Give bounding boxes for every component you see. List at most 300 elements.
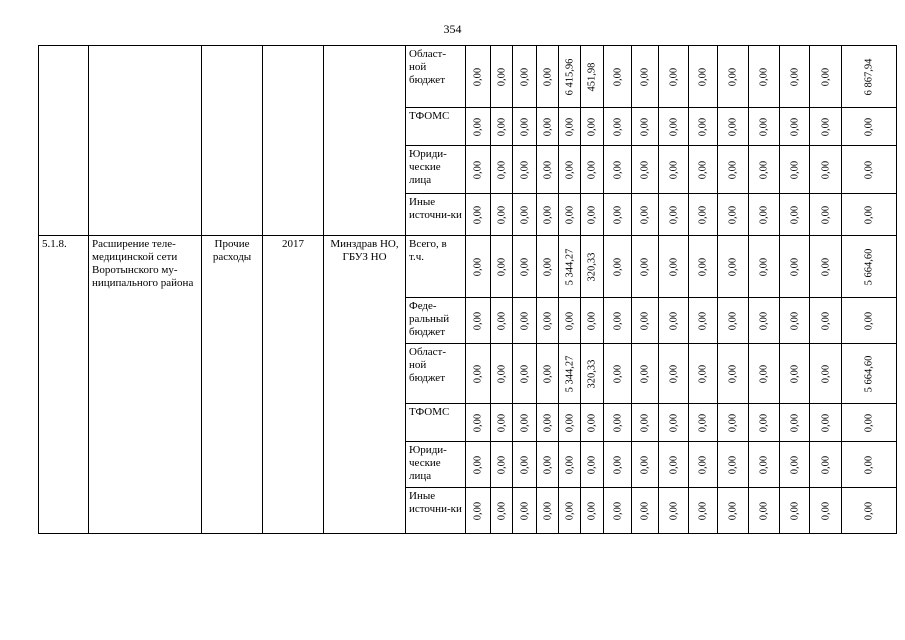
amount-cell [749, 46, 780, 108]
amount-value: 0,00 [820, 311, 831, 330]
amount-value: 0,00 [472, 501, 484, 520]
amount-value: 0,00 [758, 160, 770, 179]
amount-cell [689, 236, 718, 298]
amount-value: 0,00 [668, 117, 679, 136]
amount-cell [718, 46, 749, 108]
amount-cell [604, 404, 632, 442]
amount-value: 0,00 [727, 413, 739, 432]
amount-value: 0,00 [542, 364, 553, 383]
amount-cell [718, 488, 749, 534]
amount-cell [559, 108, 581, 146]
amount-value: 0,00 [496, 455, 507, 474]
amount-value: 0,00 [668, 311, 679, 330]
amount-cell [466, 442, 491, 488]
amount-cell [581, 344, 604, 404]
amount-value: 0,00 [668, 160, 679, 179]
amount-value: 0,00 [639, 455, 651, 474]
amount-cell [604, 298, 632, 344]
amount-cell [604, 146, 632, 194]
amount-cell [632, 194, 659, 236]
amount-cell [810, 236, 842, 298]
amount-value: 5 664,60 [863, 355, 875, 392]
amount-cell [749, 194, 780, 236]
amount-value: 0,00 [542, 455, 553, 474]
amount-value: 451,98 [586, 62, 598, 91]
amount-value: 0,00 [519, 311, 530, 330]
amount-cell [632, 298, 659, 344]
amount-cell [513, 146, 537, 194]
amount-value: 0,00 [472, 205, 484, 224]
amount-value: 0,00 [820, 413, 831, 432]
amount-value: 0,00 [789, 501, 800, 520]
amount-value: 0,00 [668, 413, 679, 432]
amount-value: 0,00 [697, 413, 709, 432]
amount-value: 6 867,94 [863, 58, 875, 95]
amount-value: 0,00 [697, 160, 709, 179]
amount-cell [718, 404, 749, 442]
amount-cell [537, 404, 559, 442]
amount-cell [632, 146, 659, 194]
amount-value: 0,00 [697, 501, 709, 520]
expense-type: Прочие расходы [202, 236, 263, 534]
amount-value: 0,00 [519, 160, 530, 179]
amount-value: 0,00 [697, 67, 709, 86]
amount-value: 0,00 [519, 117, 530, 136]
amount-value: 0,00 [697, 257, 709, 276]
funding-source: ТФОМС [406, 404, 466, 442]
amount-value: 0,00 [472, 364, 484, 383]
amount-cell [632, 344, 659, 404]
amount-value: 0,00 [564, 205, 575, 224]
amount-cell [749, 488, 780, 534]
amount-cell [466, 108, 491, 146]
amount-value: 0,00 [586, 455, 598, 474]
amount-cell [537, 298, 559, 344]
amount-value: 0,00 [758, 413, 770, 432]
amount-value: 0,00 [789, 67, 800, 86]
amount-value: 0,00 [472, 455, 484, 474]
amount-cell [689, 108, 718, 146]
amount-cell [842, 488, 897, 534]
amount-cell [466, 146, 491, 194]
amount-cell [689, 298, 718, 344]
amount-value: 0,00 [727, 117, 739, 136]
amount-cell [513, 46, 537, 108]
amount-cell [659, 488, 689, 534]
item-executor [324, 46, 406, 236]
amount-value: 0,00 [542, 257, 553, 276]
amount-value: 0,00 [496, 501, 507, 520]
amount-value: 0,00 [542, 117, 553, 136]
funding-source: Иные источни-ки [406, 488, 466, 534]
amount-value: 0,00 [586, 117, 598, 136]
amount-cell [537, 108, 559, 146]
amount-value: 0,00 [496, 117, 507, 136]
amount-value: 0,00 [542, 205, 553, 224]
amount-cell [659, 442, 689, 488]
amount-cell [842, 108, 897, 146]
amount-value: 0,00 [639, 311, 651, 330]
amount-cell [810, 108, 842, 146]
amount-value: 0,00 [668, 205, 679, 224]
amount-value: 0,00 [820, 205, 831, 224]
amount-cell [466, 194, 491, 236]
amount-value: 0,00 [758, 455, 770, 474]
amount-cell [659, 236, 689, 298]
amount-cell [581, 236, 604, 298]
amount-value: 0,00 [758, 205, 770, 224]
amount-value: 0,00 [472, 117, 484, 136]
amount-cell [632, 488, 659, 534]
amount-value: 0,00 [789, 455, 800, 474]
amount-cell [810, 344, 842, 404]
amount-value: 0,00 [564, 455, 575, 474]
funding-source: Юриди-ческие лица [406, 442, 466, 488]
amount-value: 0,00 [542, 413, 553, 432]
amount-cell [749, 404, 780, 442]
amount-cell [604, 442, 632, 488]
amount-cell [537, 236, 559, 298]
amount-cell [659, 46, 689, 108]
amount-cell [718, 108, 749, 146]
amount-cell [466, 46, 491, 108]
amount-value: 0,00 [863, 501, 875, 520]
amount-value: 0,00 [519, 413, 530, 432]
amount-value: 0,00 [542, 311, 553, 330]
amount-value: 0,00 [472, 160, 484, 179]
amount-cell [513, 236, 537, 298]
amount-cell [718, 236, 749, 298]
amount-cell [604, 194, 632, 236]
amount-cell [559, 146, 581, 194]
amount-value: 0,00 [612, 160, 623, 179]
amount-cell [466, 488, 491, 534]
amount-value: 0,00 [472, 413, 484, 432]
amount-cell [780, 442, 810, 488]
amount-cell [810, 442, 842, 488]
amount-value: 0,00 [639, 501, 651, 520]
page-number: 354 [443, 22, 462, 36]
item-year: 2017 [263, 236, 324, 534]
amount-cell [466, 344, 491, 404]
amount-value: 0,00 [863, 160, 875, 179]
amount-value: 0,00 [542, 160, 553, 179]
amount-cell [749, 108, 780, 146]
amount-cell [559, 442, 581, 488]
amount-value: 0,00 [697, 311, 709, 330]
amount-cell [559, 194, 581, 236]
amount-cell [513, 442, 537, 488]
amount-value: 0,00 [820, 257, 831, 276]
amount-value: 0,00 [612, 205, 623, 224]
amount-value: 0,00 [820, 501, 831, 520]
amount-value: 0,00 [789, 364, 800, 383]
amount-cell [842, 344, 897, 404]
amount-value: 0,00 [727, 67, 739, 86]
amount-cell [659, 298, 689, 344]
amount-value: 0,00 [668, 364, 679, 383]
item-name: Расширение теле-медицинской сети Воротынского му-ниципального района [89, 236, 202, 534]
amount-cell [810, 146, 842, 194]
amount-value: 320,33 [586, 252, 598, 281]
amount-cell [466, 236, 491, 298]
amount-value: 0,00 [639, 67, 651, 86]
amount-value: 0,00 [697, 205, 709, 224]
amount-cell [537, 488, 559, 534]
amount-cell [513, 488, 537, 534]
amount-value: 0,00 [820, 364, 831, 383]
amount-value: 0,00 [668, 455, 679, 474]
amount-cell [659, 344, 689, 404]
amount-cell [842, 298, 897, 344]
amount-value: 0,00 [789, 117, 800, 136]
amount-value: 0,00 [697, 455, 709, 474]
amount-value: 0,00 [727, 160, 739, 179]
amount-cell [780, 108, 810, 146]
amount-cell [749, 298, 780, 344]
amount-cell [581, 46, 604, 108]
amount-cell [581, 488, 604, 534]
amount-value: 0,00 [863, 413, 875, 432]
item-year [263, 46, 324, 236]
amount-cell [604, 108, 632, 146]
funding-source: Иные источни-ки [406, 194, 466, 236]
amount-value: 0,00 [639, 117, 651, 136]
funding-source: Юриди-ческие лица [406, 146, 466, 194]
amount-cell [689, 488, 718, 534]
amount-cell [491, 442, 513, 488]
amount-value: 0,00 [727, 501, 739, 520]
amount-cell [718, 298, 749, 344]
amount-cell [513, 404, 537, 442]
amount-value: 0,00 [612, 117, 623, 136]
amount-value: 0,00 [697, 117, 709, 136]
amount-cell [491, 236, 513, 298]
amount-cell [659, 404, 689, 442]
amount-cell [842, 146, 897, 194]
amount-cell [604, 46, 632, 108]
amount-cell [491, 194, 513, 236]
amount-value: 0,00 [758, 117, 770, 136]
budget-table [38, 45, 897, 534]
amount-value: 0,00 [612, 67, 623, 86]
amount-cell [718, 442, 749, 488]
amount-value: 0,00 [496, 364, 507, 383]
amount-value: 0,00 [612, 364, 623, 383]
item-number: 5.1.8. [39, 236, 89, 534]
amount-cell [559, 488, 581, 534]
amount-value: 0,00 [496, 205, 507, 224]
amount-value: 0,00 [472, 311, 484, 330]
amount-cell [537, 46, 559, 108]
amount-cell [780, 46, 810, 108]
amount-value: 0,00 [586, 501, 598, 520]
amount-cell [513, 344, 537, 404]
amount-value: 0,00 [519, 257, 530, 276]
amount-cell [810, 194, 842, 236]
item-name [89, 46, 202, 236]
amount-value: 0,00 [612, 413, 623, 432]
amount-value: 0,00 [496, 413, 507, 432]
amount-value: 0,00 [586, 160, 598, 179]
amount-cell [581, 194, 604, 236]
amount-cell [581, 404, 604, 442]
amount-value: 0,00 [542, 67, 553, 86]
amount-cell [842, 236, 897, 298]
funding-source: Област-ной бюджет [406, 344, 466, 404]
amount-value: 0,00 [612, 257, 623, 276]
amount-cell [842, 46, 897, 108]
funding-source: Област-ной бюджет [406, 46, 466, 108]
amount-value: 0,00 [564, 413, 575, 432]
amount-cell [632, 46, 659, 108]
amount-cell [659, 108, 689, 146]
amount-cell [689, 194, 718, 236]
amount-value: 0,00 [639, 413, 651, 432]
amount-cell [537, 194, 559, 236]
amount-value: 0,00 [496, 311, 507, 330]
amount-cell [491, 146, 513, 194]
amount-cell [749, 146, 780, 194]
amount-value: 5 664,60 [863, 248, 875, 285]
amount-value: 0,00 [519, 455, 530, 474]
amount-value: 0,00 [496, 67, 507, 86]
amount-value: 0,00 [668, 257, 679, 276]
amount-value: 0,00 [496, 160, 507, 179]
amount-cell [780, 404, 810, 442]
amount-cell [559, 298, 581, 344]
amount-value: 0,00 [472, 257, 484, 276]
amount-value: 0,00 [820, 160, 831, 179]
amount-value: 5 344,27 [564, 248, 575, 285]
amount-value: 0,00 [863, 311, 875, 330]
amount-value: 0,00 [668, 501, 679, 520]
amount-cell [842, 442, 897, 488]
amount-value: 0,00 [789, 413, 800, 432]
amount-cell [749, 344, 780, 404]
amount-cell [718, 146, 749, 194]
amount-value: 5 344,27 [564, 355, 575, 392]
amount-value: 0,00 [820, 117, 831, 136]
table-body [39, 46, 897, 534]
amount-cell [632, 108, 659, 146]
amount-cell [810, 488, 842, 534]
amount-value: 0,00 [639, 364, 651, 383]
amount-cell [559, 404, 581, 442]
amount-value: 0,00 [496, 257, 507, 276]
amount-cell [810, 404, 842, 442]
amount-value: 0,00 [639, 205, 651, 224]
amount-cell [604, 344, 632, 404]
amount-cell [466, 404, 491, 442]
amount-value: 0,00 [727, 364, 739, 383]
amount-value: 0,00 [564, 117, 575, 136]
amount-value: 0,00 [612, 311, 623, 330]
amount-value: 0,00 [639, 160, 651, 179]
amount-cell [632, 404, 659, 442]
amount-value: 0,00 [727, 257, 739, 276]
amount-value: 0,00 [727, 311, 739, 330]
amount-cell [689, 404, 718, 442]
amount-value: 0,00 [789, 257, 800, 276]
amount-value: 0,00 [564, 160, 575, 179]
amount-cell [491, 298, 513, 344]
amount-value: 0,00 [727, 455, 739, 474]
amount-value: 6 415,96 [564, 58, 575, 95]
amount-cell [513, 194, 537, 236]
amount-value: 0,00 [586, 413, 598, 432]
amount-cell [749, 442, 780, 488]
amount-value: 0,00 [758, 67, 770, 86]
amount-value: 0,00 [820, 455, 831, 474]
amount-cell [659, 146, 689, 194]
amount-cell [491, 46, 513, 108]
amount-cell [491, 344, 513, 404]
amount-cell [491, 404, 513, 442]
amount-value: 0,00 [519, 501, 530, 520]
amount-cell [842, 404, 897, 442]
item-executor: Минздрав НО, ГБУЗ НО [324, 236, 406, 534]
amount-cell [513, 298, 537, 344]
amount-cell [689, 146, 718, 194]
amount-value: 0,00 [789, 311, 800, 330]
amount-cell [491, 488, 513, 534]
amount-value: 0,00 [758, 364, 770, 383]
amount-value: 0,00 [564, 311, 575, 330]
amount-value: 0,00 [586, 311, 598, 330]
amount-cell [810, 46, 842, 108]
amount-value: 0,00 [612, 501, 623, 520]
expense-type [202, 46, 263, 236]
amount-cell [559, 344, 581, 404]
amount-cell [581, 298, 604, 344]
amount-cell [659, 194, 689, 236]
amount-value: 0,00 [820, 67, 831, 86]
amount-cell [581, 108, 604, 146]
amount-cell [604, 488, 632, 534]
amount-cell [537, 146, 559, 194]
amount-cell [513, 108, 537, 146]
amount-value: 0,00 [519, 67, 530, 86]
amount-cell [537, 344, 559, 404]
amount-cell [689, 344, 718, 404]
amount-cell [604, 236, 632, 298]
amount-value: 0,00 [758, 257, 770, 276]
table-row [39, 46, 897, 108]
amount-cell [581, 442, 604, 488]
amount-value: 0,00 [863, 117, 875, 136]
amount-value: 0,00 [758, 311, 770, 330]
amount-cell [632, 236, 659, 298]
amount-value: 320,33 [586, 359, 598, 388]
amount-value: 0,00 [758, 501, 770, 520]
amount-value: 0,00 [542, 501, 553, 520]
amount-cell [581, 146, 604, 194]
amount-value: 0,00 [789, 160, 800, 179]
amount-cell [780, 194, 810, 236]
amount-cell [780, 146, 810, 194]
amount-cell [689, 46, 718, 108]
amount-cell [718, 344, 749, 404]
amount-cell [491, 108, 513, 146]
amount-cell [780, 344, 810, 404]
amount-cell [810, 298, 842, 344]
funding-source: Феде-ральный бюджет [406, 298, 466, 344]
amount-value: 0,00 [519, 364, 530, 383]
funding-source: Всего, в т.ч. [406, 236, 466, 298]
amount-cell [718, 194, 749, 236]
amount-value: 0,00 [519, 205, 530, 224]
